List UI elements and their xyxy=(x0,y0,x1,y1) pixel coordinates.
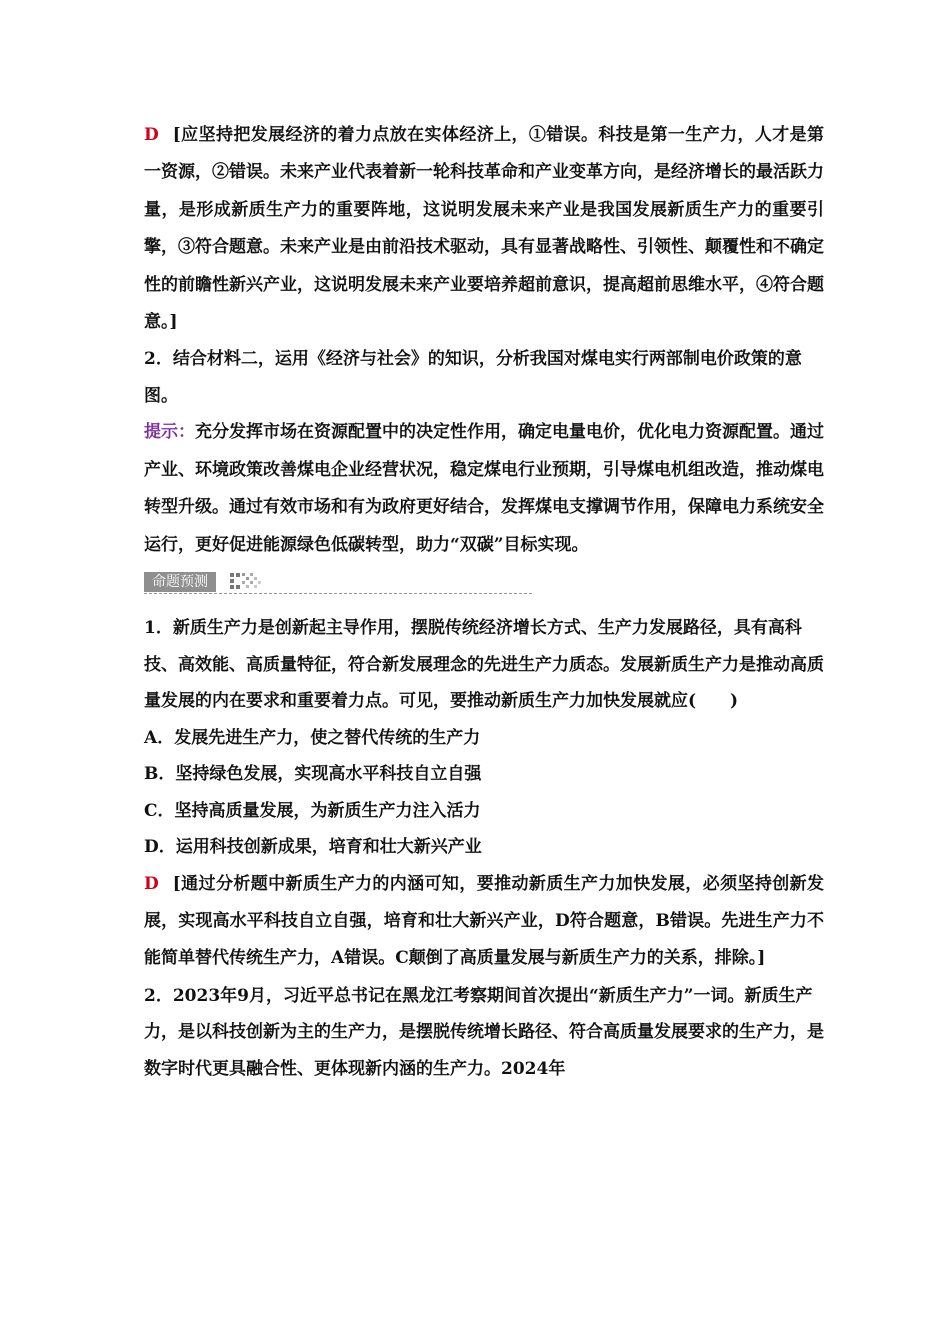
answer-block-2 xyxy=(144,866,824,978)
question-stem-2: 2．2023年9月，习近平总书记在黑龙江考察期间首次提出“新质生产力”一词。新质生产力，是以科技创新为主的生产力，是摆脱传统增长路径、符合高质量发展要求的生产力，是数字时代更具融合性、更体现新内涵的生产力。2024年 xyxy=(144,985,824,1079)
hint-text: 充分发挥市场在资源配置中的决定性作用，确定电量电价，优化电力资源配置。通过产业、环境政策改善煤电企业经营状况，稳定煤电行业预期，引导煤电机组改造，推动煤电转型升级。通过有效市场和有为政府更好结合，发挥煤电支撑调节作用，保障电力系统安全运行，更好促进能源绿色低碳转型，助力“双碳”目标实现。 xyxy=(144,422,824,555)
checker-decoration-icon xyxy=(230,571,264,593)
answer-block-1 xyxy=(144,117,824,341)
section-divider xyxy=(144,593,532,594)
option-c: C．坚持高质量发展，为新质生产力注入活力 xyxy=(144,800,481,821)
option-a: A．发展先进生产力，使之替代传统的生产力 xyxy=(144,727,481,748)
question-2: 2．结合材料二，运用《经济与社会》的知识，分析我国对煤电实行两部制电价政策的意图。 xyxy=(144,349,802,406)
hint-block xyxy=(144,414,824,564)
document-page xyxy=(144,117,824,1087)
section-banner-label: 命题预测 xyxy=(144,572,216,592)
question-stem-1: 1．新质生产力是创新起主导作用，摆脱传统经济增长方式、生产力发展路径，具有高科技、高效能、高质量特征，符合新发展理念的先进生产力质态。发展新质生产力是推动高质量发展的内在要求和重要着力点。可见，要推动新质生产力加快发展就应( ) xyxy=(144,618,824,712)
answer-mark: D xyxy=(144,873,159,894)
option-d: D．运用科技创新成果，培育和壮大新兴产业 xyxy=(144,837,482,858)
section-banner xyxy=(144,568,824,594)
hint-label: 提示： xyxy=(144,422,195,443)
answer-mark: D xyxy=(144,125,159,145)
answer-explanation: [通过分析题中新质生产力的内涵可知，要推动新质生产力加快发展，必须坚持创新发展，实现高水平科技自立自强，培育和壮大新兴产业，D符合题意，B错误。先进生产力不能简单替代传统生产力，A错误。C颠倒了高质量发展与新质生产力的关系，排除。] xyxy=(144,873,824,969)
option-b: B．坚持绿色发展，实现高水平科技自立自强 xyxy=(144,764,482,785)
answer-explanation: [应坚持把发展经济的着力点放在实体经济上，①错误。科技是第一生产力，人才是第一资源，②错误。未来产业代表着新一轮科技革命和产业变革方向，是经济增长的最活跃力量，是形成新质生产力的重要阵地，这说明发展未来产业是我国发展新质生产力的重要引擎，③符合题意。未来产业是由前沿技术驱动，具有显著战略性、引领性、颠覆性和不确定性的前瞻性新兴产业，这说明发展未来产业要培养超前意识，提高超前思维水平，④符合题意。] xyxy=(144,125,824,333)
